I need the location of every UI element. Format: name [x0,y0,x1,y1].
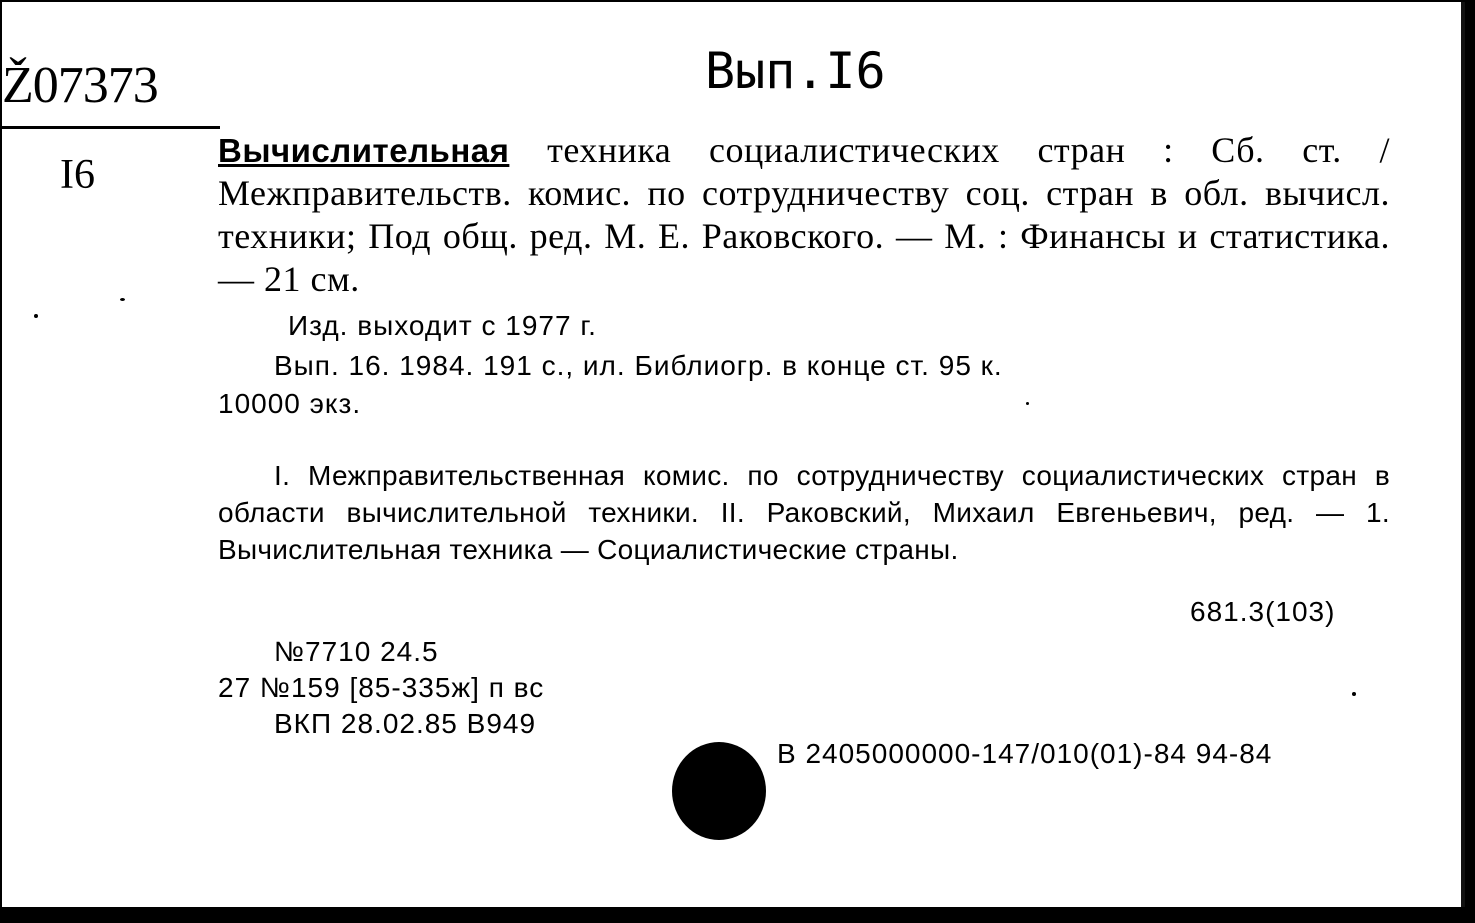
accession-line-2: 27 №159 [85-335ж] п вс [218,672,545,703]
bibliographic-description [218,129,1390,301]
classification-code: В 2405000000-147/010(01)-84 94-84 [777,738,1273,769]
speck-mark [120,298,125,301]
catalog-card [2,2,1465,907]
print-run: 10000 экз. [218,388,362,419]
call-number-underline [2,126,220,129]
description-text: техника социалистических стран : Сб. ст. / Межправительств. комис. по сотрудничеству соц. стран в обл. вычисл. техники; Под общ. ред. М. Е. Раковского. — М. : Финансы и статистика. — 21 см. [218,130,1390,299]
subject-notes: I. Межправительственная комис. по сотрудничеству социалистических стран в области вычислительной техники. II. Раковский, Михаил Евгеньевич, ред. — 1. Вычислительная техника — Социалистические страны. [218,460,1390,565]
speck-mark [1026,402,1029,405]
shelf-subnumber: I6 [60,152,95,198]
call-number: Ž07373 [2,57,158,114]
publication-note: Изд. выходит с 1977 г. [288,310,597,341]
accession-line-1: №7710 24.5 [274,636,439,667]
accession-line-3: ВКП 28.02.85 В949 [274,708,537,739]
speck-mark [1352,692,1356,696]
udc-code: 681.3(103) [1190,596,1336,627]
punch-hole [672,742,766,840]
issue-heading: Вып.I6 [705,42,886,100]
speck-mark [34,314,38,318]
issue-details: Вып. 16. 1984. 191 с., ил. Библиогр. в конце ст. 95 к. [274,350,1003,381]
title-text: Вычислительная [218,132,510,169]
